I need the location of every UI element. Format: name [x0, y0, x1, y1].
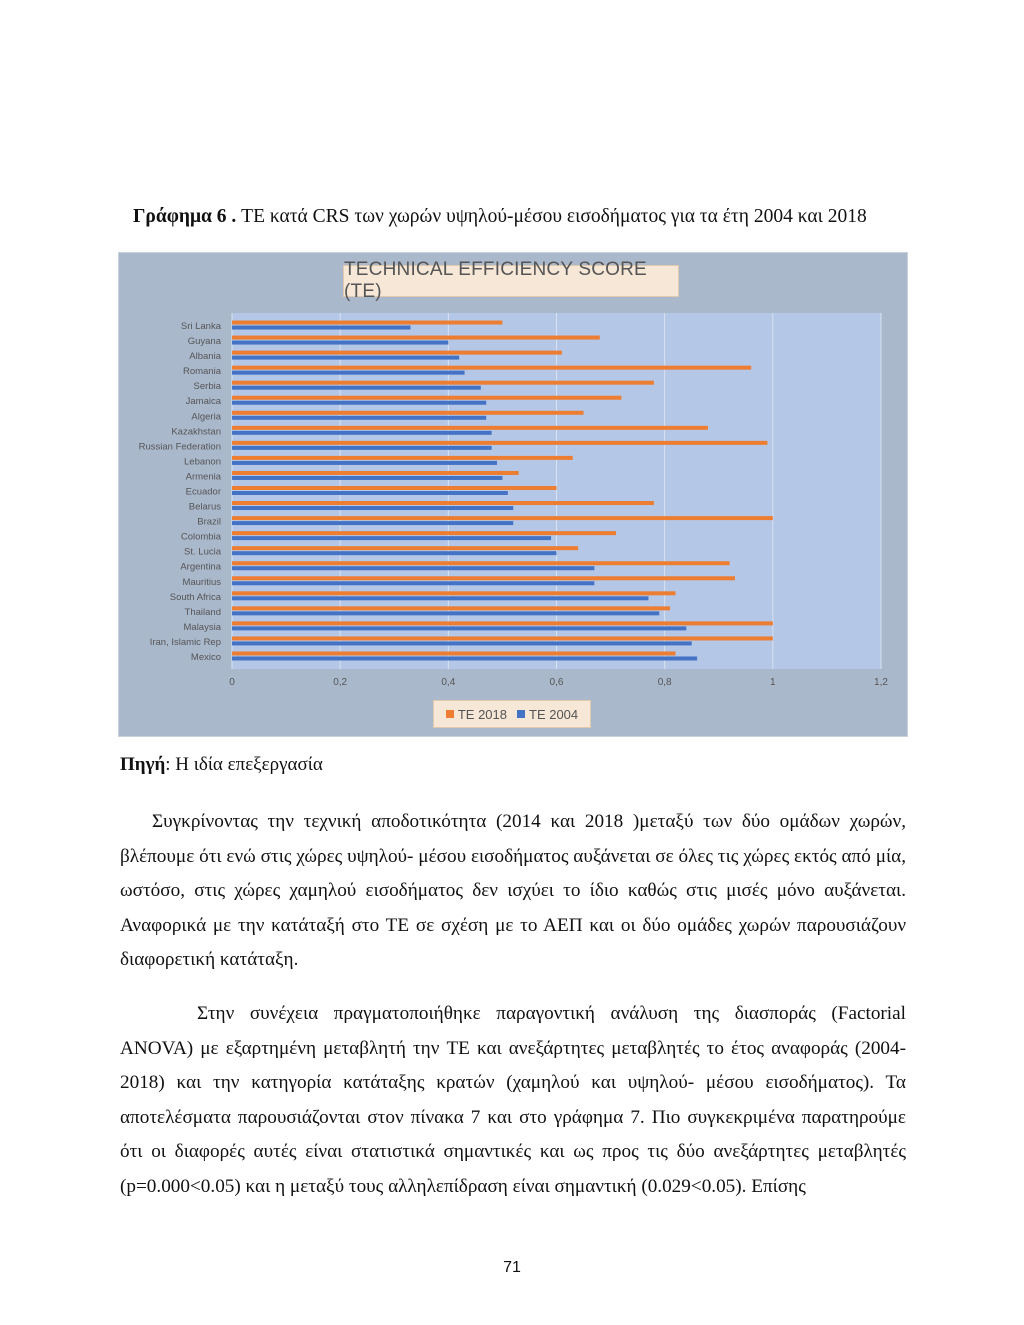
te-chart	[118, 252, 908, 737]
category-label: Mauritius	[182, 576, 221, 588]
bar-te-2018	[232, 591, 675, 595]
x-tick-label: 0	[229, 677, 235, 688]
category-label: Colombia	[180, 531, 221, 543]
bar-te-2018	[232, 396, 621, 400]
bar-te-2018	[232, 621, 773, 625]
bar-te-2004	[232, 416, 486, 420]
bar-te-2004	[232, 506, 513, 510]
bar-te-2018	[232, 651, 675, 655]
x-tick-label: 1,2	[874, 677, 888, 688]
legend-item-te-2018	[446, 707, 507, 722]
bar-te-2004	[232, 626, 686, 630]
category-label: Lebanon	[184, 456, 221, 468]
category-label: Argentina	[180, 561, 221, 573]
legend-swatch-te-2018	[446, 710, 454, 718]
bar-te-2018	[232, 516, 773, 520]
chart-legend	[433, 700, 591, 728]
bar-te-2004	[232, 581, 594, 585]
bar-te-2018	[232, 381, 654, 385]
bar-te-2018	[232, 441, 767, 445]
legend-swatch-te-2004	[517, 710, 525, 718]
category-label: Sri Lanka	[180, 321, 221, 333]
category-label: Jamaica	[185, 396, 221, 408]
bar-te-2018	[232, 486, 557, 490]
category-label: South Africa	[169, 591, 221, 603]
bar-te-2004	[232, 521, 513, 525]
bar-te-2004	[232, 326, 410, 330]
bar-te-2018	[232, 546, 578, 550]
bar-te-2004	[232, 461, 497, 465]
bar-te-2004	[232, 491, 508, 495]
category-label: Iran, Islamic Rep	[149, 636, 221, 648]
category-label: Mexico	[190, 651, 221, 663]
bar-te-2004	[232, 476, 502, 480]
category-label: Kazakhstan	[171, 426, 221, 438]
bar-te-2018	[232, 501, 654, 505]
legend-label-te-2018: TE 2018	[457, 706, 507, 722]
x-tick-label: 1	[770, 677, 776, 688]
bar-te-2018	[232, 531, 616, 535]
category-label: Belarus	[188, 501, 221, 513]
bar-te-2018	[232, 576, 735, 580]
body-paragraph-1: Συγκρίνοντας την τεχνική αποδοτικότητα (2014 και 2018 )μεταξύ των δύο ομάδων χωρών, βλέπουμε ότι ενώ στις χώρες υψηλού- μέσου εισοδήματος αυξάνεται σε όλες τις χώρες εκτός από μία, ωστόσο, στις χώρες χαμηλού εισοδήματος δεν ισχύει το ίδιο καθώς στις μισές μόνο αυξάνεται. Αναφορικά με την κατάταξή στο ΤΕ σε σχέση με το ΑΕΠ και οι δύο ομάδες χωρών παρουσιάζουν διαφορετική κατάταξη.	[120, 811, 906, 970]
category-label: Algeria	[191, 411, 221, 423]
figure-caption	[133, 206, 903, 228]
bar-te-2018	[232, 351, 562, 355]
bar-te-2004	[232, 566, 594, 570]
category-label: Guyana	[187, 336, 221, 348]
chart-title: TECHNICAL EFFICIENCY SCORE (TE)	[343, 265, 679, 297]
bar-te-2018	[232, 456, 573, 460]
source-text: : Η ιδία επεξεργασία	[165, 754, 323, 775]
bar-te-2004	[232, 356, 459, 360]
category-label: St. Lucia	[184, 546, 221, 558]
category-label: Ecuador	[185, 486, 221, 498]
category-label: Russian Federation	[138, 441, 221, 453]
category-label: Brazil	[197, 516, 221, 528]
page-number: 71	[503, 1259, 521, 1276]
x-tick-label: 0,6	[549, 677, 564, 688]
bar-te-2004	[232, 386, 481, 390]
category-label: Armenia	[185, 471, 221, 483]
category-label: Romania	[182, 366, 221, 378]
bar-te-2004	[232, 431, 492, 435]
bar-te-2004	[232, 401, 486, 405]
bar-te-2018	[232, 411, 584, 415]
figure-caption-label: Γράφημα 6 .	[133, 206, 237, 227]
bar-te-2004	[232, 446, 492, 450]
bar-te-2018	[232, 321, 502, 325]
x-tick-label: 0,8	[657, 677, 672, 688]
bar-te-2004	[232, 536, 551, 540]
category-label: Serbia	[193, 381, 221, 393]
chart-canvas	[119, 253, 909, 738]
legend-label-te-2004: TE 2004	[529, 706, 579, 722]
legend-item-te-2004	[517, 707, 578, 722]
bar-te-2004	[232, 551, 557, 555]
category-label: Malaysia	[183, 621, 221, 633]
bar-te-2018	[232, 426, 708, 430]
bar-te-2004	[232, 371, 465, 375]
figure-caption-text: TE κατά CRS των χωρών υψηλού-μέσου εισοδήματος για τα έτη 2004 και 2018	[236, 206, 867, 227]
body-paragraph-2: Στην συνέχεια πραγματοποιήθηκε παραγοντική ανάλυση της διασποράς (Factorial ANOVA) με εξαρτημένη μεταβλητή την TE και ανεξάρτητες μεταβλητές το έτος αναφοράς (2004-2018) και την κατηγορία κατάταξης κρατών (χαμηλού και υψηλού- μέσου εισοδήματος). Τα αποτελέσματα παρουσιάζονται στον πίνακα 7 και στο γράφημα 7. Πιο συγκεκριμένα παρατηρούμε ότι οι διαφορές αυτές είναι στατιστικά σημαντικές και ως προς τις δύο ανεξάρτητες μεταβλητές (p=0.000<0.05) και η μεταξύ τους αλληλεπίδραση είναι σημαντική (0.029<0.05). Επίσης	[120, 1003, 906, 1197]
bar-te-2004	[232, 641, 692, 645]
bar-te-2004	[232, 596, 648, 600]
bar-te-2018	[232, 561, 730, 565]
bar-te-2018	[232, 471, 519, 475]
x-tick-label: 0,4	[441, 677, 456, 688]
source-label: Πηγή	[120, 754, 166, 775]
category-label: Thailand	[184, 606, 221, 618]
bar-te-2018	[232, 636, 773, 640]
bar-te-2004	[232, 656, 697, 660]
bar-te-2018	[232, 606, 670, 610]
bar-te-2018	[232, 366, 751, 370]
bar-te-2004	[232, 611, 659, 615]
x-tick-label: 0,2	[333, 677, 348, 688]
bar-te-2004	[232, 341, 448, 345]
category-label: Albania	[189, 351, 221, 363]
figure-source	[120, 754, 323, 776]
bar-te-2018	[232, 336, 600, 340]
